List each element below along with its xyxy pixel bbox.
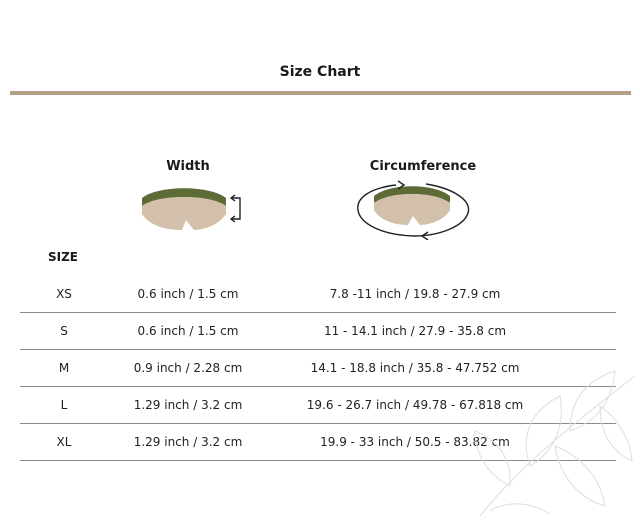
width-cell: 0.6 inch / 1.5 cm <box>137 324 239 338</box>
size-cell: XS <box>56 287 72 301</box>
width-cell: 1.29 inch / 3.2 cm <box>133 398 243 412</box>
circumference-diagram-icon <box>352 178 474 240</box>
size-cell: L <box>60 398 68 412</box>
size-cell: M <box>58 361 70 375</box>
leaf-decoration-icon <box>460 316 640 516</box>
table-row <box>20 276 616 313</box>
circumference-cell: 19.9 - 33 inch / 50.5 - 83.82 cm <box>320 435 510 449</box>
page-title: Size Chart <box>279 64 361 80</box>
size-heading: SIZE <box>48 250 79 264</box>
circumference-column-heading: Circumference <box>369 159 477 174</box>
width-cell: 1.29 inch / 3.2 cm <box>133 435 243 449</box>
width-cell: 0.6 inch / 1.5 cm <box>137 287 239 301</box>
width-cell: 0.9 inch / 2.28 cm <box>133 361 243 375</box>
title-divider <box>10 91 631 95</box>
circumference-cell: 7.8 -11 inch / 19.8 - 27.9 cm <box>329 287 501 301</box>
circumference-cell: 11 - 14.1 inch / 27.9 - 35.8 cm <box>323 324 507 338</box>
size-cell: S <box>60 324 68 338</box>
size-cell: XL <box>56 435 72 449</box>
width-diagram-icon <box>136 184 248 234</box>
circumference-cell: 14.1 - 18.8 inch / 35.8 - 47.752 cm <box>310 361 520 375</box>
width-column-heading: Width <box>166 159 210 174</box>
circumference-cell: 19.6 - 26.7 inch / 49.78 - 67.818 cm <box>306 398 524 412</box>
